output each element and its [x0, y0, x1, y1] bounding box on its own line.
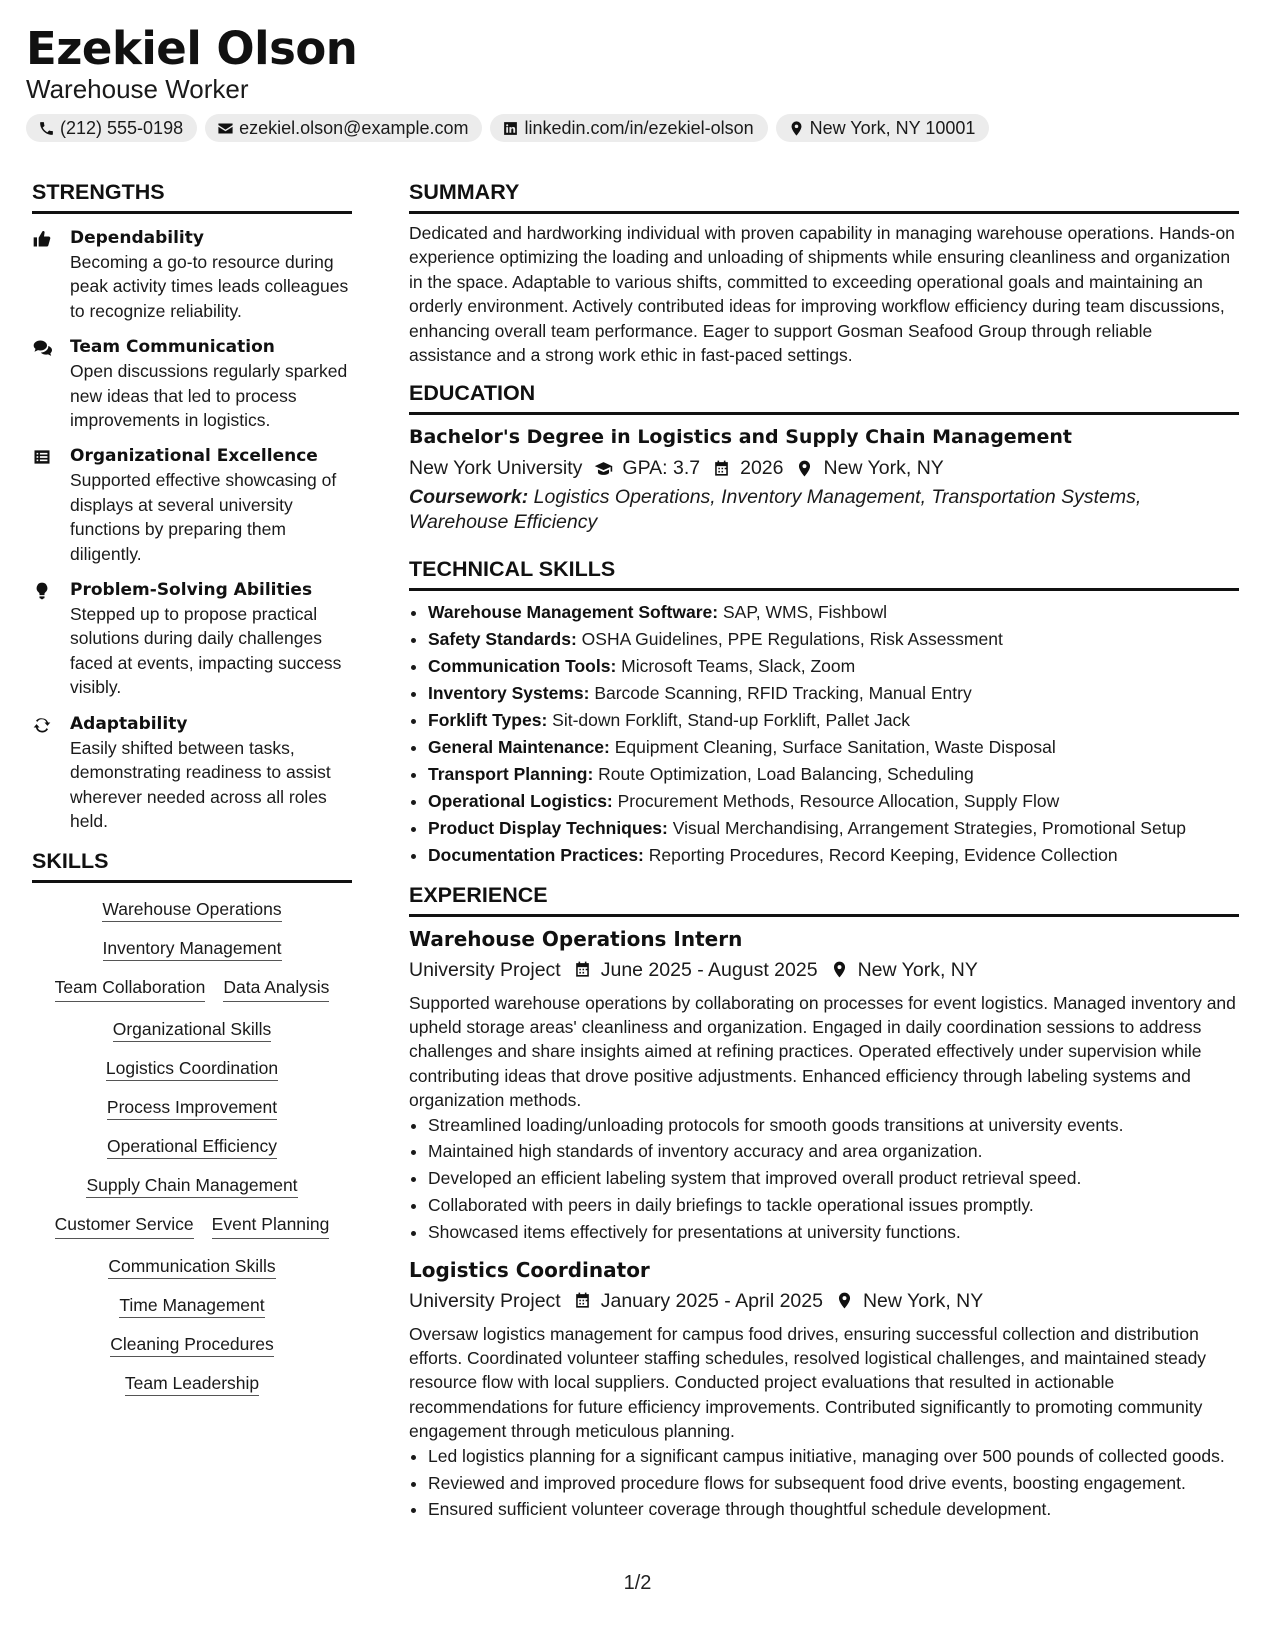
- strengths-list: [32, 226, 352, 833]
- tech-skill-label: Forklift Types:: [428, 710, 548, 731]
- skill-tag: [32, 1095, 352, 1119]
- strength-item: [32, 335, 352, 432]
- strength-title: Dependability: [70, 228, 204, 248]
- skill-tag-text: Organizational Skills: [113, 1019, 272, 1042]
- tech-skill-label: General Maintenance:: [428, 736, 610, 757]
- map-pin-icon: [835, 1291, 854, 1310]
- map-pin-icon: [830, 960, 849, 979]
- job-bullet: • Led logistics planning for a significant campus initiative, managing over 500 pounds of collected goods.: [428, 1444, 1239, 1468]
- tech-skill-label: Inventory Systems:: [428, 683, 590, 704]
- tech-skill-item: [428, 626, 1239, 653]
- calendar-icon: [573, 960, 592, 979]
- coursework-label: Coursework:: [409, 486, 529, 509]
- map-pin-icon: [795, 459, 814, 478]
- strength-desc: Open discussions regularly sparked new ideas that led to process improvements in logistics.: [70, 361, 348, 431]
- job-org: University Project: [409, 958, 561, 981]
- contact-email[interactable]: [205, 114, 482, 142]
- tech-skill-item: [428, 599, 1239, 626]
- skill-tag-text: Warehouse Operations: [102, 899, 281, 922]
- tech-skill-item: [428, 761, 1239, 788]
- strength-title: Organizational Excellence: [70, 446, 318, 467]
- skill-tag-text: Time Management: [119, 1295, 264, 1318]
- job-title: Logistics Coordinator: [409, 1257, 650, 1282]
- skill-tag: [32, 897, 352, 921]
- tech-skill-value: OSHA Guidelines, PPE Regulations, Risk Assessment: [581, 629, 1003, 650]
- strengths-heading: STRENGTHS: [32, 180, 352, 214]
- strength-title: Team Communication: [70, 337, 275, 358]
- contact-location-text: New York, NY 10001: [809, 117, 976, 138]
- summary-text: Dedicated and hardworking individual with proven capability in managing warehouse operations. Hands-on experience optimizing the loading and unloading of shipments while ensuring cleanliness and organization in the space. Adaptable to various shifts, committed to exceeding operational goals and maintaining an orderly environment. Actively contributed ideas for improving workflow efficiency during team discussions, enhancing overall team performance. Eager to support Gosman Seafood Group through reliable assistance and a strong work ethic in fast-paced settings.: [409, 223, 1235, 366]
- job-dates: January 2025 - April 2025: [600, 1289, 823, 1312]
- job-bullet: • Collaborated with peers in daily briefings to tackle operational issues promptly.: [428, 1193, 1239, 1217]
- strength-item: [32, 578, 352, 700]
- contact-linkedin-text: linkedin.com/in/ezekiel-olson: [524, 117, 754, 138]
- strength-desc: Stepped up to propose practical solutions during daily challenges faced at events, impacting success visibly.: [70, 604, 342, 698]
- skill-tag-text: Team Leadership: [125, 1373, 259, 1396]
- tech-skill-value: Reporting Procedures, Record Keeping, Evidence Collection: [648, 844, 1118, 865]
- skill-tag: Team Collaboration: [55, 975, 206, 1002]
- contact-linkedin[interactable]: [490, 114, 767, 142]
- strength-desc: Becoming a go-to resource during peak activity times leads colleagues to recognize reliability.: [70, 252, 349, 321]
- summary-heading: SUMMARY: [409, 180, 1239, 214]
- tech-skill-item: [428, 653, 1239, 680]
- tech-skill-item: [428, 734, 1239, 761]
- skill-tag-text: Inventory Management: [103, 938, 282, 961]
- skill-tag: Data Analysis: [223, 975, 329, 1002]
- right-column: [409, 180, 1239, 1524]
- job-title: Warehouse Operations Intern: [409, 926, 743, 951]
- tech-skill-value: Equipment Cleaning, Surface Sanitation, Waste Disposal: [614, 736, 1056, 757]
- tech-skill-item: [428, 788, 1239, 815]
- job-bullet: • Reviewed and improved procedure flows for subsequent food drive events, boosting engagement.: [428, 1471, 1239, 1495]
- strength-item: [32, 712, 352, 834]
- tech-skill-value: Visual Merchandising, Arrangement Strategies, Promotional Setup: [672, 817, 1187, 838]
- strength-item: [32, 226, 352, 323]
- education-heading: EDUCATION: [409, 381, 1239, 415]
- skill-tag: [32, 1134, 352, 1158]
- skill-tag: [32, 1173, 352, 1197]
- skill-tag-text: Cleaning Procedures: [110, 1334, 273, 1357]
- page-number: 1/2: [623, 1572, 652, 1594]
- tech-skill-value: Route Optimization, Load Balancing, Scheduling: [598, 763, 974, 784]
- tech-skill-label: Transport Planning:: [428, 763, 594, 784]
- tech-skill-value: SAP, WMS, Fishbowl: [722, 602, 888, 623]
- skill-tag: [32, 1332, 352, 1356]
- job-description: Supported warehouse operations by collaborating on processes for event logistics. Managed inventory and upheld storage areas' cleanliness and organization. Engaged in daily coordination sessions to address challenges and share insights aimed at refining practices. Operated effectively under supervision while contributing ideas that drove positive adjustments. Enhanced efficiency through labeling systems and organization methods.: [409, 992, 1236, 1111]
- job-bullet: • Streamlined loading/unloading protocols for smooth goods transitions at university events.: [428, 1113, 1239, 1137]
- graduation-year: 2026: [740, 457, 784, 480]
- contact-phone[interactable]: [26, 114, 197, 142]
- tech-skill-label: Communication Tools:: [428, 656, 617, 677]
- tech-skill-item: [428, 842, 1239, 869]
- job-location: New York, NY: [857, 958, 978, 981]
- skill-tag-text: Logistics Coordination: [106, 1058, 278, 1081]
- school-name: New York University: [409, 457, 583, 480]
- skill-tag: [32, 936, 352, 960]
- experience-entry: [409, 1257, 1239, 1522]
- job-org: University Project: [409, 1289, 561, 1312]
- job-location: New York, NY: [862, 1289, 984, 1312]
- tech-skill-item: [428, 680, 1239, 707]
- job-dates: June 2025 - August 2025: [600, 958, 818, 981]
- job-bullets: [409, 1113, 1239, 1245]
- tech-skill-label: Safety Standards:: [428, 629, 577, 650]
- job-bullet: • Showcased items effectively for presentations at university functions.: [428, 1220, 1239, 1244]
- left-column: [32, 180, 352, 1395]
- job-bullet: • Maintained high standards of inventory accuracy and area organization.: [428, 1139, 1239, 1163]
- education-meta: [409, 455, 1239, 481]
- skill-tag: [32, 1056, 352, 1080]
- skill-tag: Customer Service: [55, 1212, 194, 1239]
- tech-skill-label: Warehouse Management Software:: [428, 602, 719, 623]
- map-pin-icon: [788, 120, 805, 137]
- job-bullets: [409, 1444, 1239, 1522]
- skill-tag: [32, 1371, 352, 1395]
- candidate-title: Warehouse Worker: [26, 74, 249, 104]
- job-meta: [409, 957, 1239, 983]
- degree-title: Bachelor's Degree in Logistics and Supply Chain Management: [409, 426, 1072, 449]
- experience-entry: [409, 926, 1239, 1245]
- skill-tag-text: Operational Efficiency: [107, 1136, 277, 1159]
- tech-skill-label: Documentation Practices:: [428, 844, 644, 865]
- skills-heading: SKILLS: [32, 849, 352, 883]
- strength-item: [32, 444, 352, 566]
- comments-icon: [32, 338, 52, 358]
- coursework-text: Logistics Operations, Inventory Management, Transportation Systems, Warehouse Efficiency: [409, 486, 1142, 534]
- strength-desc: Easily shifted between tasks, demonstrating readiness to assist wherever needed across all roles held.: [70, 737, 331, 831]
- skill-tag-text: Communication Skills: [108, 1256, 275, 1279]
- skill-tag: Event Planning: [212, 1212, 330, 1239]
- skill-tag-text: Supply Chain Management: [86, 1175, 297, 1198]
- technical-skills-list: [409, 599, 1239, 868]
- job-description: Oversaw logistics management for campus food drives, ensuring successful collection and distribution efforts. Coordinated volunteer staffing schedules, resolved logistical challenges, and maintained steady resource flow with local suppliers. Conducted project evaluations that resulted in actionable recommendations for future efficiency improvements. Contributed significantly to promoting community engagement through meticulous planning.: [409, 1323, 1207, 1442]
- skills-list: [32, 897, 352, 1395]
- phone-icon: [38, 120, 55, 137]
- skill-tag: [32, 1254, 352, 1278]
- strength-desc: Supported effective showcasing of displays at several university functions by preparing them diligently.: [70, 470, 337, 564]
- tech-skill-label: Operational Logistics:: [428, 790, 613, 811]
- job-bullet: • Ensured sufficient volunteer coverage through thoughtful schedule development.: [428, 1497, 1239, 1521]
- contact-phone-text: (212) 555-0198: [60, 117, 184, 138]
- list-alt-icon: [32, 447, 52, 467]
- contact-email-text: ezekiel.olson@example.com: [239, 117, 469, 138]
- tech-skill-value: Barcode Scanning, RFID Tracking, Manual Entry: [594, 683, 972, 704]
- tech-skill-value: Procurement Methods, Resource Allocation, Supply Flow: [617, 790, 1060, 811]
- tech-skill-value: Sit-down Forklift, Stand-up Forklift, Pallet Jack: [552, 710, 911, 731]
- tech-skill-value: Microsoft Teams, Slack, Zoom: [621, 656, 856, 677]
- graduation-cap-icon: [594, 459, 613, 478]
- coursework: [409, 485, 1239, 535]
- calendar-icon: [573, 1291, 592, 1310]
- job-bullet: • Developed an efficient labeling system that improved overall product retrieval speed.: [428, 1166, 1239, 1190]
- experience-heading: EXPERIENCE: [409, 883, 1239, 917]
- job-meta: [409, 1288, 1239, 1314]
- contact-location[interactable]: [776, 114, 990, 142]
- skill-tag: [32, 1293, 352, 1317]
- tech-skill-item: [428, 815, 1239, 842]
- envelope-icon: [217, 120, 234, 137]
- skill-tag: [32, 1017, 352, 1041]
- sync-icon: [32, 715, 52, 735]
- lightbulb-icon: [32, 581, 52, 601]
- tech-skill-item: [428, 707, 1239, 734]
- candidate-name: Ezekiel Olson: [26, 22, 358, 75]
- strength-title: Problem-Solving Abilities: [70, 580, 313, 601]
- contact-bar: [26, 114, 989, 142]
- education-location: New York, NY: [823, 457, 944, 480]
- strength-title: Adaptability: [70, 713, 188, 734]
- tech-skill-label: Product Display Techniques:: [428, 817, 668, 838]
- thumbs-up-icon: [32, 229, 52, 249]
- technical-skills-heading: TECHNICAL SKILLS: [409, 557, 1239, 591]
- linkedin-icon: [502, 120, 519, 137]
- skill-tag-text: Process Improvement: [107, 1097, 277, 1120]
- calendar-icon: [712, 459, 731, 478]
- gpa-text: GPA: 3.7: [622, 457, 701, 480]
